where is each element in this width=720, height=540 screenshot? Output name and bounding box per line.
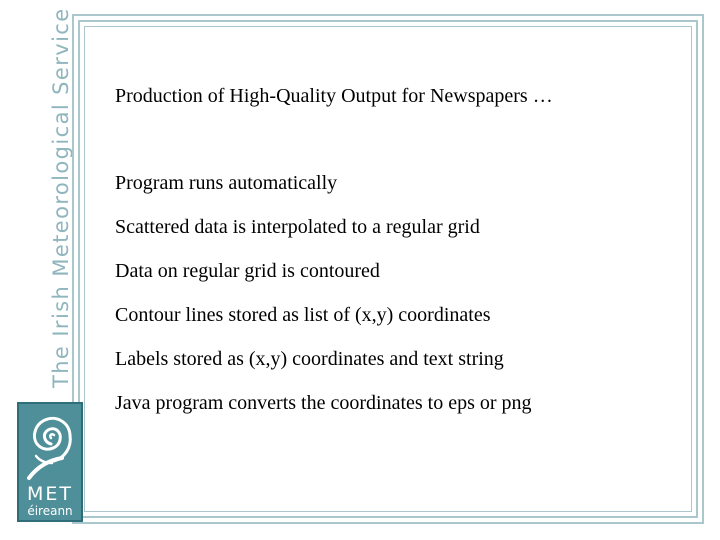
bullet-item: Data on regular grid is contoured [115,260,380,282]
bullet-item: Java program converts the coordinates to eps or png [115,392,532,414]
bullet-item: Contour lines stored as list of (x,y) coordinates [115,304,491,326]
bullet-item: Labels stored as (x,y) coordinates and text string [115,348,504,370]
bullet-item: Program runs automatically [115,172,338,194]
organization-vertical-text: The Irish Meteorological Service [49,7,73,388]
logo-met-text: MET [26,483,73,505]
logo-eireann-text: éireann [27,504,73,518]
slide-title: Production of High-Quality Output for Newspapers … [115,85,553,107]
swirl-icon [24,408,78,482]
bullet-item: Scattered data is interpolated to a regular grid [115,216,480,238]
met-eireann-logo [17,402,83,522]
